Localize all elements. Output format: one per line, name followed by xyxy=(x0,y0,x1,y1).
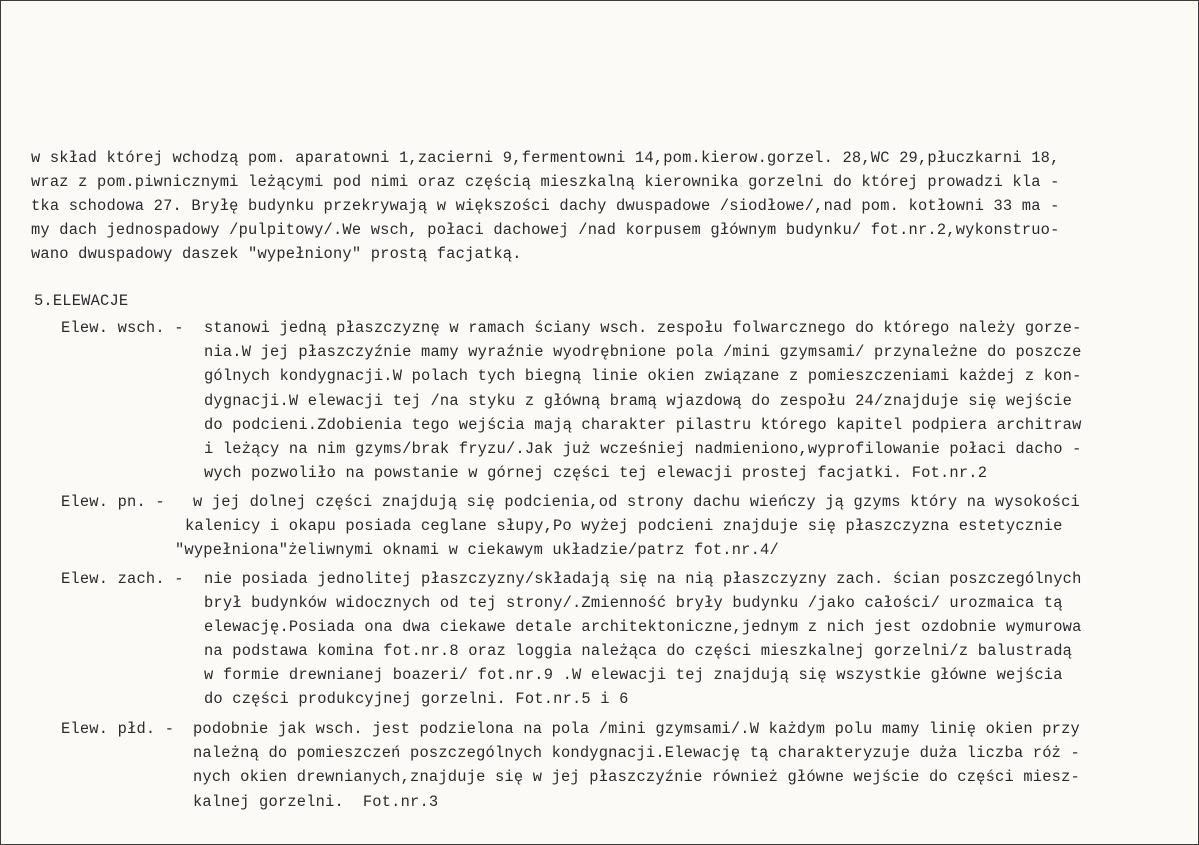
west-line-1: nie posiada jednolitej płaszczyzny/składają się na nią płaszczyzny zach. ścian poszczególnych xyxy=(204,570,1082,588)
section-heading: 5.ELEWACJE xyxy=(34,292,129,310)
west-line-2: brył budynków widocznych od tej strony/.Zmienność bryły budynku /jako całości/ urozmaica tą xyxy=(204,594,1063,612)
east-line-5: do podcieni.Zdobienia tego wejścia mają charakter pilastru którego kapitel podpiera architraw xyxy=(204,416,1082,434)
east-line-1: stanowi jedną płaszczyznę w ramach ściany wsch. zespołu folwarcznego do którego należy gorze- xyxy=(204,319,1082,337)
intro-line-5: wano dwuspadowy daszek "wypełniony" prostą facjatką. xyxy=(31,245,522,263)
intro-line-4: my dach jednospadowy /pulpitowy/.We wsch, połaci dachowej /nad korpusem głównym budynku/ fot.nr.2,wykonstruo- xyxy=(31,221,1060,239)
west-elevation-label: Elew. zach. - xyxy=(61,570,184,588)
south-elevation-label: Elew. płd. - xyxy=(61,720,175,738)
west-line-5: w formie drewnianej boazeri/ fot.nr.9 .W elewacji tej znajdują się wszystkie główne wejścia xyxy=(204,666,1063,684)
east-line-7: wych pozwoliło na powstanie w górnej części tej elewacji prostej facjatki. Fot.nr.2 xyxy=(204,464,988,482)
north-line-2: kalenicy i okapu posiada ceglane słupy,Po wyżej podcieni znajduje się płaszczyzna estetycznie xyxy=(185,517,1063,535)
south-line-1: podobnie jak wsch. jest podzielona na pola /mini gzymsami/.W każdym polu mamy linię okien przy xyxy=(193,720,1080,738)
south-line-2: należną do pomieszczeń poszczególnych kondygnacji.Elewację tą charakteryzuje duża liczba róż - xyxy=(193,744,1080,762)
east-line-6: i leżący na nim gzyms/brak fryzu/.Jak już wcześniej nadmieniono,wyprofilowanie połaci dacho - xyxy=(204,440,1082,458)
west-line-3: elewację.Posiada ona dwa ciekawe detale architektoniczne,jednym z nich jest ozdobnie wymurowa xyxy=(204,618,1082,636)
north-elevation-label: Elew. pn. - xyxy=(61,493,165,511)
south-line-4: kalnej gorzelni. Fot.nr.3 xyxy=(193,793,439,811)
east-line-3: gólnych kondygnacji.W polach tych biegną linie okien związane z pomieszczeniami każdej z kon- xyxy=(204,367,1082,385)
west-line-6: do części produkcyjnej gorzelni. Fot.nr.5 i 6 xyxy=(204,690,629,708)
intro-line-2: wraz z pom.piwnicznymi leżącymi pod nimi oraz częścią mieszkalną kierownika gorzelni do której prowadzi kla - xyxy=(31,173,1060,191)
intro-line-1: w skład której wchodzą pom. aparatowni 1,zacierni 9,fermentowni 14,pom.kierow.gorzel. 28,WC 29,płuczkarni 18, xyxy=(31,149,1060,167)
west-line-4: na podstawa komina fot.nr.8 oraz loggia należąca do części mieszkalnej gorzelni/z balustradą xyxy=(204,642,1073,660)
north-line-1: w jej dolnej części znajdują się podcienia,od strony dachu wieńczy ją gzyms który na wysokości xyxy=(193,493,1080,511)
east-elevation-label: Elew. wsch. - xyxy=(61,319,184,337)
east-line-2: nia.W jej płaszczyźnie mamy wyraźnie wyodrębnione pola /mini gzymsami/ przynależne do poszcze xyxy=(204,343,1082,361)
east-line-4: dygnacji.W elewacji tej /na styku z główną bramą wjazdową do zespołu 24/znajduje się wejście xyxy=(204,392,1073,410)
intro-line-3: tka schodowa 27. Bryłę budynku przekrywają w większości dachy dwuspadowe /siodłowe/,nad pom. kotłowni 33 ma - xyxy=(31,197,1060,215)
south-line-3: nych okien drewnianych,znajduje się w jej płaszczyźnie również główne wejście do części miesz- xyxy=(193,768,1080,786)
north-line-3: "wypełniona"żeliwnymi oknami w ciekawym układzie/patrz fot.nr.4/ xyxy=(175,541,779,559)
